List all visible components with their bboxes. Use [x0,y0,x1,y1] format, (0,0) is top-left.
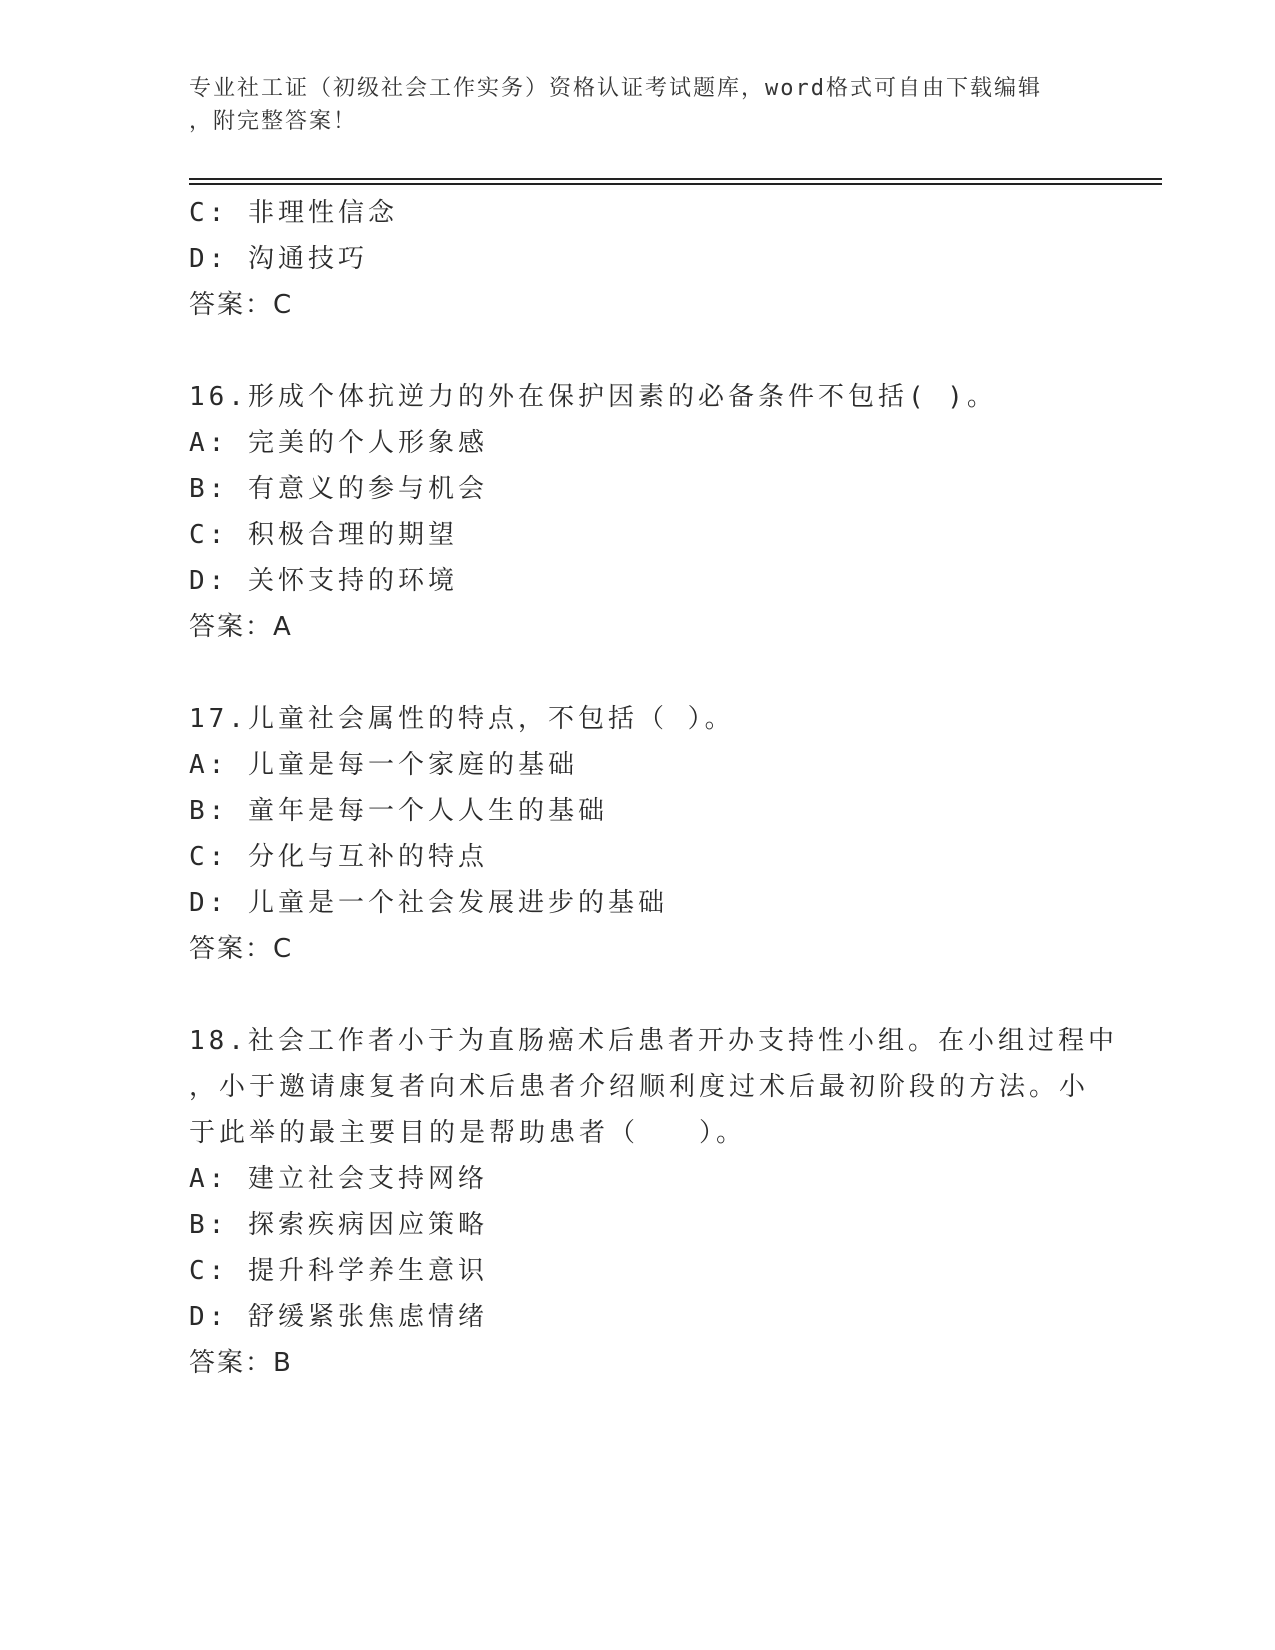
option-b: B: 有意义的参与机会 [189,474,488,504]
option-d: D: 儿童是一个社会发展进步的基础 [189,888,668,918]
question-stem-line-3: 于此举的最主要目的是帮助患者（ ）。 [189,1118,747,1148]
question-stem-line-1: 18.社会工作者小于为直肠癌术后患者开办支持性小组。在小组过程中 [189,1026,1118,1056]
header-title-line-1: 专业社工证（初级社会工作实务）资格认证考试题库，word格式可自由下载编辑 [189,76,1042,101]
option-d: D: 关怀支持的环境 [189,566,458,596]
header-divider-bottom [189,183,1162,185]
option-d: D: 舒缓紧张焦虑情绪 [189,1302,488,1332]
option-c: C: 分化与互补的特点 [189,842,488,872]
option-c: C: 积极合理的期望 [189,520,458,550]
option-b: B: 童年是每一个人人生的基础 [189,796,608,826]
option-b: B: 探索疾病因应策略 [189,1210,488,1240]
option-c: C: 提升科学养生意识 [189,1256,488,1286]
header-divider-top [189,178,1162,180]
question-stem: 17.儿童社会属性的特点，不包括（ ）。 [189,704,735,734]
option-a: A: 建立社会支持网络 [189,1164,488,1194]
answer-line: 答案：C [189,934,294,964]
option-a: A: 完美的个人形象感 [189,428,488,458]
answer-line: 答案：A [189,612,293,642]
option-a: A: 儿童是每一个家庭的基础 [189,750,578,780]
question-17 [189,696,1149,972]
answer-line: 答案：C [189,290,294,320]
question-stem: 16.形成个体抗逆力的外在保护因素的必备条件不包括( )。 [189,382,997,412]
answer-line: 答案：B [189,1348,293,1378]
question-18 [189,1018,1149,1386]
document-header [189,72,1089,138]
question-15-tail [189,190,1149,328]
option-c: C: 非理性信念 [189,198,398,228]
question-16 [189,374,1149,650]
question-stem-line-2: ，小于邀请康复者向术后患者介绍顺利度过术后最初阶段的方法。小 [189,1072,1090,1102]
question-list [189,190,1149,1386]
option-d: D: 沟通技巧 [189,244,368,274]
header-title-line-2: ，附完整答案！ [189,109,358,134]
